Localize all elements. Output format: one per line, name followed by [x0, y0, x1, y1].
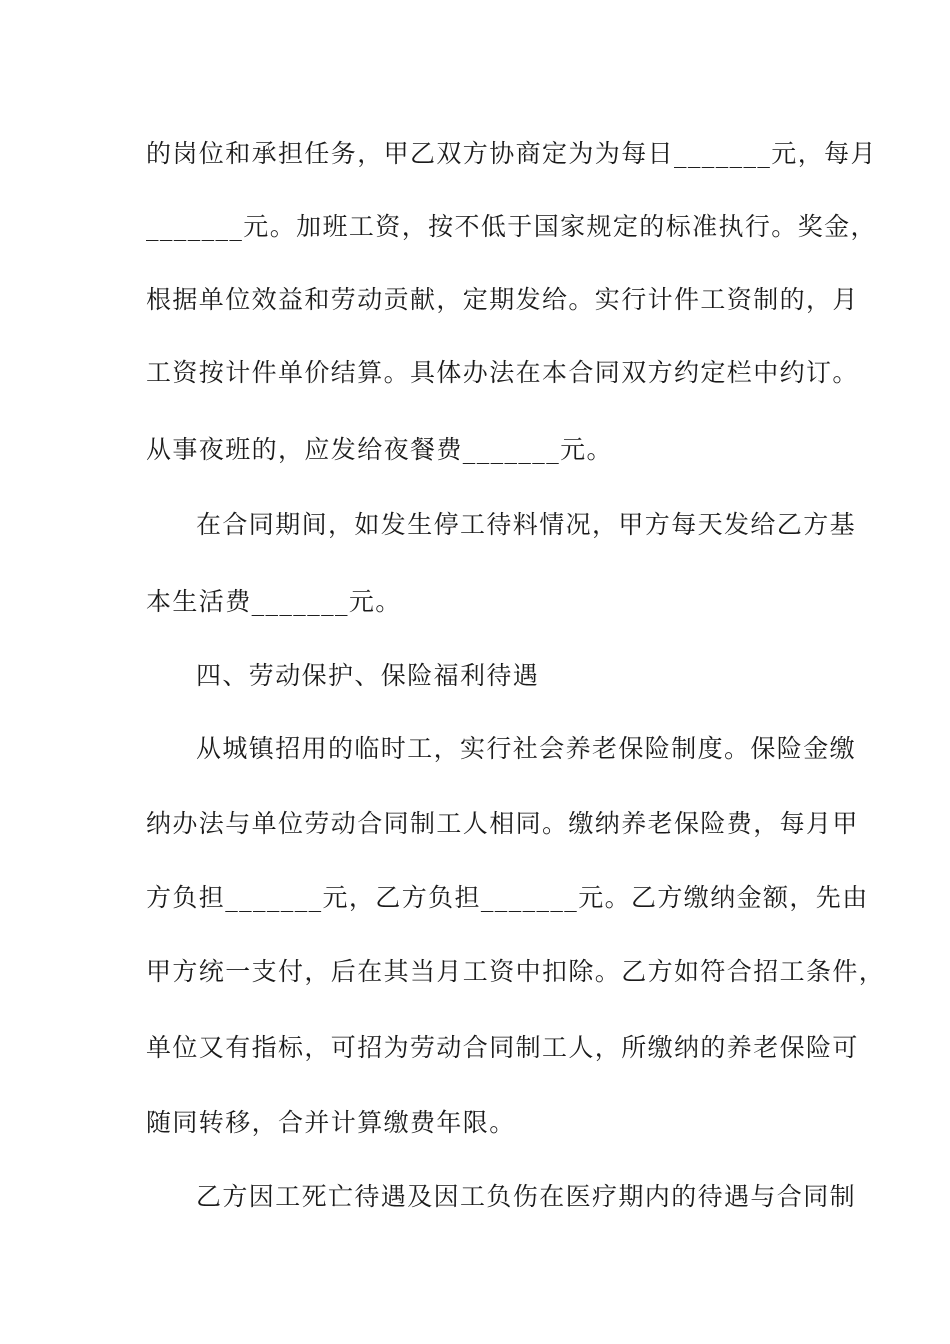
text-line-4: 工资按计件单价结算。具体办法在本合同双方约定栏中约订。 [146, 358, 859, 387]
text-line-10: 纳办法与单位劳动合同制工人相同。缴纳养老保险费，每月甲 [146, 809, 859, 838]
section-heading: 四、劳动保护、保险福利待遇 [196, 661, 540, 690]
text-line-2: _______元。加班工资，按不低于国家规定的标准执行。奖金， [146, 212, 877, 241]
text-line-1: 的岗位和承担任务，甲乙双方协商定为为每日_______元，每月 [146, 139, 877, 168]
text-line-12: 甲方统一支付，后在其当月工资中扣除。乙方如符合招工条件， [146, 957, 886, 986]
text-line-11: 方负担_______元，乙方负担_______元。乙方缴纳金额，先由 [146, 883, 869, 912]
text-line-6: 在合同期间，如发生停工待料情况，甲方每天发给乙方基 [196, 510, 857, 539]
text-line-3: 根据单位效益和劳动贡献，定期发给。实行计件工资制的，月 [146, 285, 859, 314]
text-line-15: 乙方因工死亡待遇及因工负伤在医疗期内的待遇与合同制 [196, 1182, 857, 1211]
text-line-7: 本生活费_______元。 [146, 587, 402, 616]
text-line-5: 从事夜班的，应发给夜餐费_______元。 [146, 435, 613, 464]
text-line-9: 从城镇招用的临时工，实行社会养老保险制度。保险金缴 [196, 734, 857, 763]
text-line-14: 随同转移，合并计算缴费年限。 [146, 1108, 516, 1137]
text-line-13: 单位又有指标，可招为劳动合同制工人，所缴纳的养老保险可 [146, 1033, 859, 1062]
